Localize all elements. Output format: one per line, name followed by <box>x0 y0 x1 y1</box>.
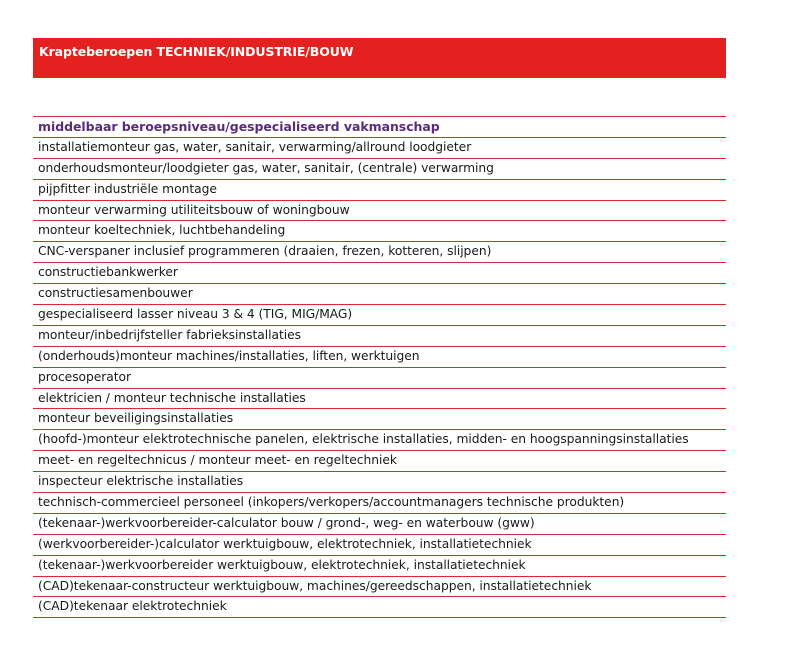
list-item: (hoofd-)monteur elektrotechnische panelen, elektrische installaties, midden- en hoogspanningsinstallaties <box>33 430 726 451</box>
list-item: (CAD)tekenaar-constructeur werktuigbouw, machines/gereedschappen, installatietechniek <box>33 577 726 598</box>
list-item: monteur koeltechniek, luchtbehandeling <box>33 221 726 242</box>
list-item: elektricien / monteur technische installaties <box>33 389 726 410</box>
list-item: inspecteur elektrische installaties <box>33 472 726 493</box>
list-item: (tekenaar-)werkvoorbereider-calculator bouw / grond-, weg- en waterbouw (gww) <box>33 514 726 535</box>
occupation-list <box>33 116 726 618</box>
list-item: procesoperator <box>33 368 726 389</box>
list-item: onderhoudsmonteur/loodgieter gas, water, sanitair, (centrale) verwarming <box>33 159 726 180</box>
list-item: constructiebankwerker <box>33 263 726 284</box>
list-item: (tekenaar-)werkvoorbereider werktuigbouw, elektrotechniek, installatietechniek <box>33 556 726 577</box>
page-title: Krapteberoepen TECHNIEK/INDUSTRIE/BOUW <box>39 44 354 59</box>
list-item: (CAD)tekenaar elektrotechniek <box>33 597 726 618</box>
list-item: (onderhouds)monteur machines/installaties, liften, werktuigen <box>33 347 726 368</box>
list-item: gespecialiseerd lasser niveau 3 & 4 (TIG, MIG/MAG) <box>33 305 726 326</box>
list-item: CNC-verspaner inclusief programmeren (draaien, frezen, kotteren, slijpen) <box>33 242 726 263</box>
list-item: monteur verwarming utiliteitsbouw of woningbouw <box>33 201 726 222</box>
list-item: (werkvoorbereider-)calculator werktuigbouw, elektrotechniek, installatietechniek <box>33 535 726 556</box>
list-item: technisch-commercieel personeel (inkopers/verkopers/accountmanagers technische produkten) <box>33 493 726 514</box>
list-item: installatiemonteur gas, water, sanitair, verwarming/allround loodgieter <box>33 138 726 159</box>
section-header: middelbaar beroepsniveau/gespecialiseerd vakmanschap <box>33 117 726 138</box>
list-item: pijpfitter industriële montage <box>33 180 726 201</box>
title-banner <box>33 38 726 78</box>
list-item: monteur/inbedrijfsteller fabrieksinstallaties <box>33 326 726 347</box>
list-item: monteur beveiligingsinstallaties <box>33 409 726 430</box>
list-item: constructiesamenbouwer <box>33 284 726 305</box>
list-item: meet- en regeltechnicus / monteur meet- en regeltechniek <box>33 451 726 472</box>
